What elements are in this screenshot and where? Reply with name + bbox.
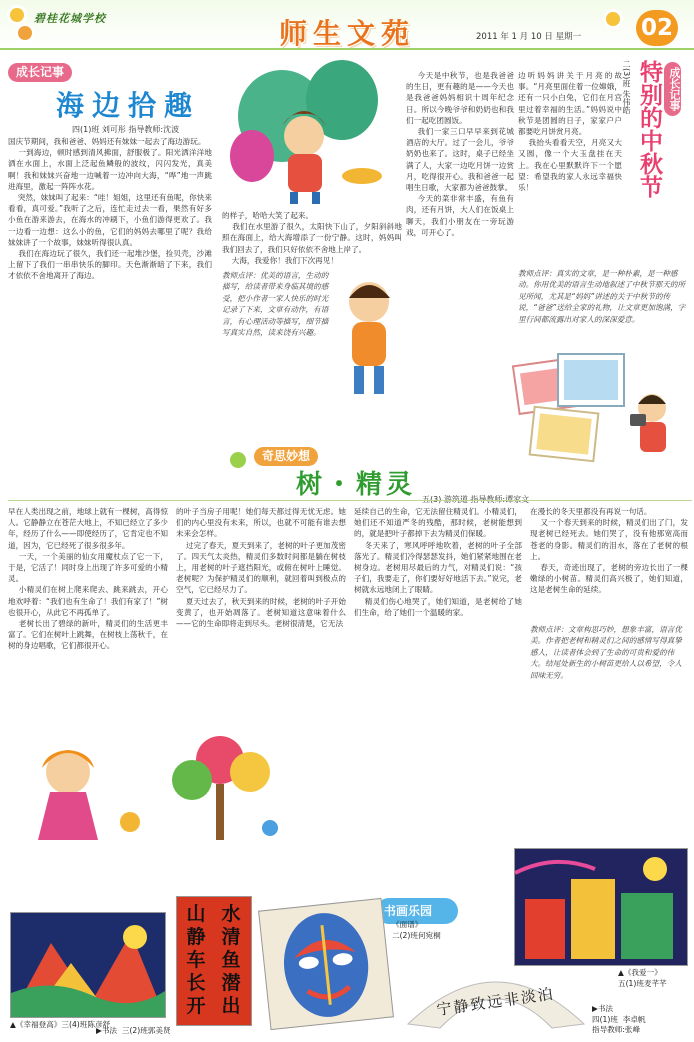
fan-calligraphy-text: 宁静致远非淡泊 <box>435 984 556 1019</box>
section-divider <box>8 500 692 501</box>
calligraphy-char: 开 <box>186 995 206 1017</box>
teacher-comment-midautumn: 教师点评：真实的文章，是一种朴素，是一种感动。你用优美的语言生动地叙述了中秋节那天的所见所闻，尤其是“妈妈”讲述的关于中秋节的传说，“爸爸”送给全家的礼物，让文章更加饱满，字里行间都流露出对家人的深深爱意。 <box>518 269 686 324</box>
issue-date: 2011 年 1 月 10 日 星期一 <box>476 32 582 42</box>
calligraphy-char: 出 <box>221 995 241 1017</box>
school-name: 碧桂花城学校 <box>34 12 106 25</box>
article-byline-midautumn: 二(3)班 朱伟皓 <box>622 60 631 114</box>
calligraphy-vertical <box>176 896 252 1026</box>
article-body-tree-col1: 早在人类出现之前，地球上就有一棵树，高得惊人。它静静立在苍茫大地上，不知已经立了多少年，经历了什么——即使经历了，它肯定也不知道，因为，它已经死了很多很多年。 一天，一个美丽的仙女用魔杖点了它一下，于是，它活了！同时身上出现了许多可爱的小精灵。 小精灵们在树上爬来爬去、跳来跳去，开心地欢呼着：“我们也有生命了！我们有家了！”树也很开心，从此它不再孤单了。 老树长出了碧绿的新叶，精灵们的生活更丰富了。它们在树叶上跳舞，在树枝上荡秋千，在树的身边唱歌，它们都很开心。 <box>8 507 168 651</box>
fan-calligraphy <box>402 950 590 1030</box>
section-tag-growth-vertical <box>664 62 686 116</box>
page-title: 师生文苑 <box>278 17 415 50</box>
page-number: 02 <box>636 10 678 46</box>
family-photos-illustration <box>512 352 688 466</box>
section-tag-imagination: 奇思妙想 <box>254 447 318 466</box>
article-body-seaside-col2: 的样子，哈哈大笑了起来。 我们在水里游了很久，太阳快下山了，夕阳斜斜地照在海面上，给大海增添了一份宁静。这时，妈妈叫我们回去了，我们只好依依不舍地上岸了。 大海，我爱你！我们下次再见！ <box>222 211 402 265</box>
article-body-midautumn-col1: 今天是中秋节，也是我爸爸的生日，更有趣的是——今天也是我爸爸妈妈相识十周年纪念日。所以今晚爷爷和奶奶也和我们一起吃团圆饭。 我们一家三口早早来到花城酒店的大厅。过了一会儿，爷爷奶奶也来了。这时，桌子已经坐满了人，大家一边吃月饼一边赏月，吃得很开心。我和爸爸一起唱生日歌，大家都为爸爸鼓掌。 今天的菜非常丰盛，有鱼有肉，还有月饼，大人们在饭桌上聊天，我们小朋友在一旁玩游戏，可开心了。 <box>406 71 514 237</box>
calligraphy-char: 鱼 <box>221 949 241 971</box>
article-title-midautumn: 特别的中秋节 <box>636 60 663 198</box>
calligraphy-char: 潜 <box>221 972 241 994</box>
caption-painting-1: ▲《幸福登高》三(4)班陈彦舒 <box>10 1020 111 1029</box>
caption-calligraphy-1: ▶书法 三(2)班郭美贤 <box>96 1026 171 1035</box>
article-body-midautumn-col2: 边听妈妈讲关于月亮的故事。“月亮里面住着一位嫦娥，还有一只小白兔，它们在月宫里过着幸福的生活。”妈妈说中秋节是团圆的日子，家家户户都要吃月饼赏月亮。 我抬头看看天空，月亮又大又圆，像一个大玉盘挂在天上。我在心里默默许下一个愿望：希望我的家人永远幸福快乐！ <box>518 71 622 193</box>
painting-opera-mask <box>258 898 394 1030</box>
teacher-comment-tree: 教师点评：文章构思巧妙，想象丰富，语言优美。作者把老树和精灵们之间的感情写得真挚感人，让读者体会到了生命的可贵和爱的伟大。结尾处新生的小树苗更给人以希望，令人回味无穷。 <box>530 625 682 680</box>
caption-painting-2: ▲《我爱一》 五(1)班麦芊芊 <box>618 968 667 988</box>
decor-dot <box>230 452 246 468</box>
article-title-seaside: 海边拾趣 <box>56 89 201 122</box>
cartoon-kid-illustration <box>334 272 404 402</box>
tree-fairy-illustration <box>20 732 290 844</box>
article-title-tree: 树・精灵 <box>296 470 417 500</box>
calligraphy-char: 静 <box>186 926 206 948</box>
calligraphy-char: 清 <box>221 926 241 948</box>
article-byline-seaside: 四(1)班 刘可彤 指导教师:沈波 <box>72 125 180 134</box>
section-tag-growth-vertical-label: 成长记事 <box>664 62 681 116</box>
article-body-seaside-col1: 国庆节期间，我和爸爸、妈妈还有妹妹一起去了海边游玩。 一到海边，顿时感到清风拂面，舒服极了。阳光洒洋洋地洒在水面上，水面上泛起鱼鳞般的波纹，闪闪发光，真美啊！我和妹妹兴奋地一边喊着一边冲向大海，“哗”地一声跳进海里，激起一阵阵水花。 突然，妹妹叫了起来：“哇！姐姐，这里还有鱼呢，你快来看看，真可爱。”我听了之后，连忙走过去一看，果然有好多小鱼在游来游去，在海水的冲刷下，小鱼们游得更欢了。我一边看一边想：这么小的鱼，它们的妈妈去哪里了呢？我给妹妹讲了一个故事，妹妹听得很认真。 我们在海边玩了很久，我们还一起堆沙堡，捡贝壳，沙滩上留下了我们一串串快乐的脚印。天色渐渐暗了下来，我们才依依不舍地离开了海边。 <box>8 137 212 281</box>
article-body-tree-col4: 在漫长的冬天里都没有再说一句话。 又一个春天到来的时候，精灵们出了门，发现老树已经死去。她们哭了，没有他那宽高而苍老的身影。精灵们的泪水，落在了老树的根上。 春天，奇迹出现了，老树的旁边长出了一棵嫩绿的小树苗。精灵们高兴极了，她们知道，这是老树生命的延续。 <box>530 507 688 595</box>
section-tag-growth: 成长记事 <box>8 63 72 82</box>
calligraphy-char: 长 <box>186 972 206 994</box>
calligraphy-char: 水 <box>221 903 241 925</box>
article-body-tree-col2: 的叶子当房子用呢！她们每天都过得无忧无虑。她们的内心里没有未来，所以，也就不可能有谁去想未来会怎样。 过完了春天，夏天到来了，老树的叶子更加茂密了。四天气太炎热，精灵们多数时间都是躺在树枝上，用老树的叶子遮挡阳光，或俯在树叶上睡觉。老树呢？为保护精灵们的顺利，就回着叫到极点的空气，它已经尽力了。 夏天过去了，秋天到来的时候，老树的叶子开始变黄了，也开始凋落了。老树知道这意味着什么——它的生命即将走到尽头。老树很清楚，它无法 <box>176 507 346 629</box>
article-body-tree-col3: 延续自己的生命，它无法留住精灵们。小精灵们，她们还不知道严冬的残酷，那时候，老树能想到的，就是把叶子都掉下去为精灵们保暖。 冬天来了，寒风呼呼地吹着，老树的叶子全部落光了。精灵们冷得瑟瑟发抖，她们紧紧地围在老树身边。老树用尽最后的力气，对精灵们说：“孩子们，我要走了，你们要好好地活下去。”说完，老树就永远地闭上了眼睛。 精灵们伤心地哭了，她们知道，是老树给了她们生命，给了她们一个温暖的家。 <box>354 507 522 617</box>
painting-happy-climb <box>10 912 166 1018</box>
section-tag-gallery: 书画乐园 <box>384 904 433 918</box>
painting-i-love <box>514 848 688 966</box>
teacher-comment-seaside: 教师点评：优美的语言，生动的描写，给读者带来身临其境的感受，把小作者一家人快乐的时光记录了下来，文章有动作，有语言，有心理活动等描写，细节描写真实自然，读来饶有兴趣。 <box>222 271 329 338</box>
calligraphy-char: 山 <box>186 903 206 925</box>
caption-mask: 《面谱》 二(2)班何宛桐 <box>392 920 441 940</box>
calligraphy-char: 车 <box>186 949 206 971</box>
girl-seaside-illustration <box>222 56 400 206</box>
caption-fan-calligraphy: ▶书法 四(1)班 李卓帆 指导教师:张峰 <box>592 1004 646 1034</box>
